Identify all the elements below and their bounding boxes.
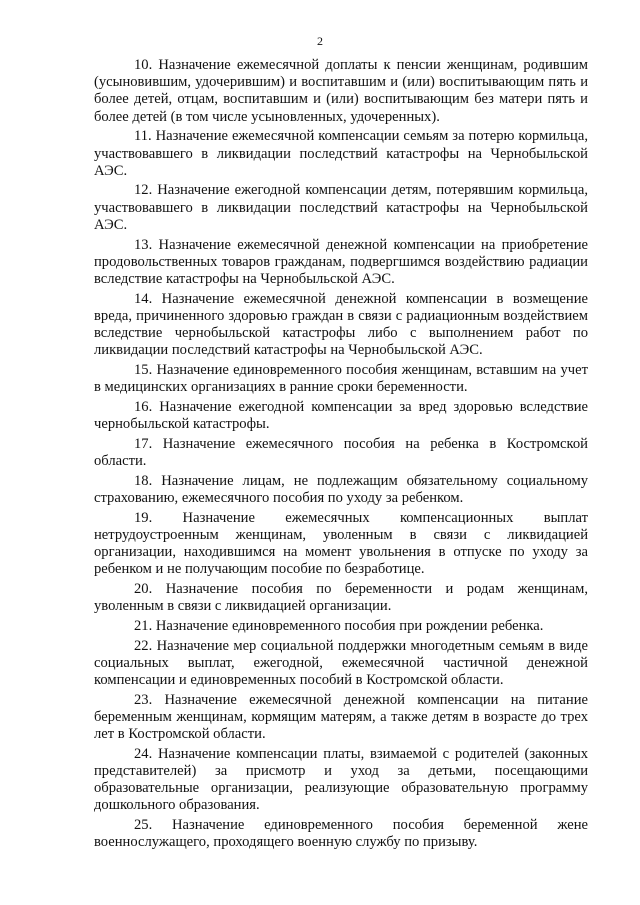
list-item-18: 18. Назначение лицам, не подлежащим обязательному социальному страхованию, ежемесячного пособия по уходу за ребенком. bbox=[94, 472, 588, 506]
numbered-list bbox=[94, 57, 588, 854]
list-item-22: 22. Назначение мер социальной поддержки многодетным семьям в виде социальных выплат, ежегодной, ежемесячной частичной денежной компенсации и единовременных пособий в Костромской области. bbox=[94, 637, 588, 688]
list-item-17: 17. Назначение ежемесячного пособия на ребенка в Костромской области. bbox=[94, 435, 588, 469]
list-item-16: 16. Назначение ежегодной компенсации за вред здоровью вследствие чернобыльской катастрофы. bbox=[94, 398, 588, 433]
list-item-24: 24. Назначение компенсации платы, взимаемой с родителей (законных представителей) за присмотр и уход за детьми, посещающими образовательные организации, реализующие образовательную программу дошкольного образования. bbox=[94, 745, 588, 814]
list-item-12: 12. Назначение ежегодной компенсации детям, потерявшим кормильца, участвовавшего в ликвидации последствий катастрофы на Чернобыльской АЭС. bbox=[94, 182, 588, 233]
list-item-14: 14. Назначение ежемесячной денежной компенсации в возмещение вреда, причиненного здоровью граждан в связи с радиационным воздействием вследствие чернобыльской катастрофы либо с выполнением работ по ликвидации последствий катастрофы на Чернобыльской АЭС. bbox=[94, 290, 588, 359]
list-item-10: 10. Назначение ежемесячной доплаты к пенсии женщинам, родившим (усыновившим, удочерившим) и воспитавшим и (или) воспитывающим пять и более детей, отцам, воспитавшим и (или) воспитывающим без матери пять и более детей (в том числе усыновленных, удочеренных). bbox=[94, 57, 588, 125]
list-item-11: 11. Назначение ежемесячной компенсации семьям за потерю кормильца, участвовавшего в ликвидации последствий катастрофы на Чернобыльской АЭС. bbox=[94, 128, 588, 179]
list-item-25: 25. Назначение единовременного пособия беременной жене военнослужащего, проходящего военную службу по призыву. bbox=[94, 817, 588, 851]
list-item-19: 19. Назначение ежемесячных компенсационных выплат нетрудоустроенным женщинам, уволенным в связи с ликвидацией организации, находившимся на момент увольнения в отпуске по уходу за ребенком и не получающим пособие по безработице. bbox=[94, 509, 588, 578]
page-number: 2 bbox=[317, 34, 323, 48]
list-item-21: 21. Назначение единовременного пособия при рождении ребенка. bbox=[134, 617, 544, 634]
list-item-13: 13. Назначение ежемесячной денежной компенсации на приобретение продовольственных товаров гражданам, подвергшимся воздействию радиации вследствие катастрофы на Чернобыльской АЭС. bbox=[94, 236, 588, 287]
list-item-20: 20. Назначение пособия по беременности и родам женщинам, уволенным в связи с ликвидацией организации. bbox=[94, 580, 588, 615]
list-item-15: 15. Назначение единовременного пособия женщинам, вставшим на учет в медицинских организациях в ранние сроки беременности. bbox=[94, 361, 588, 396]
list-item-23: 23. Назначение ежемесячной денежной компенсации на питание беременным женщинам, кормящим матерям, а также детям в возрасте до трех лет в Костромской области. bbox=[94, 691, 588, 743]
